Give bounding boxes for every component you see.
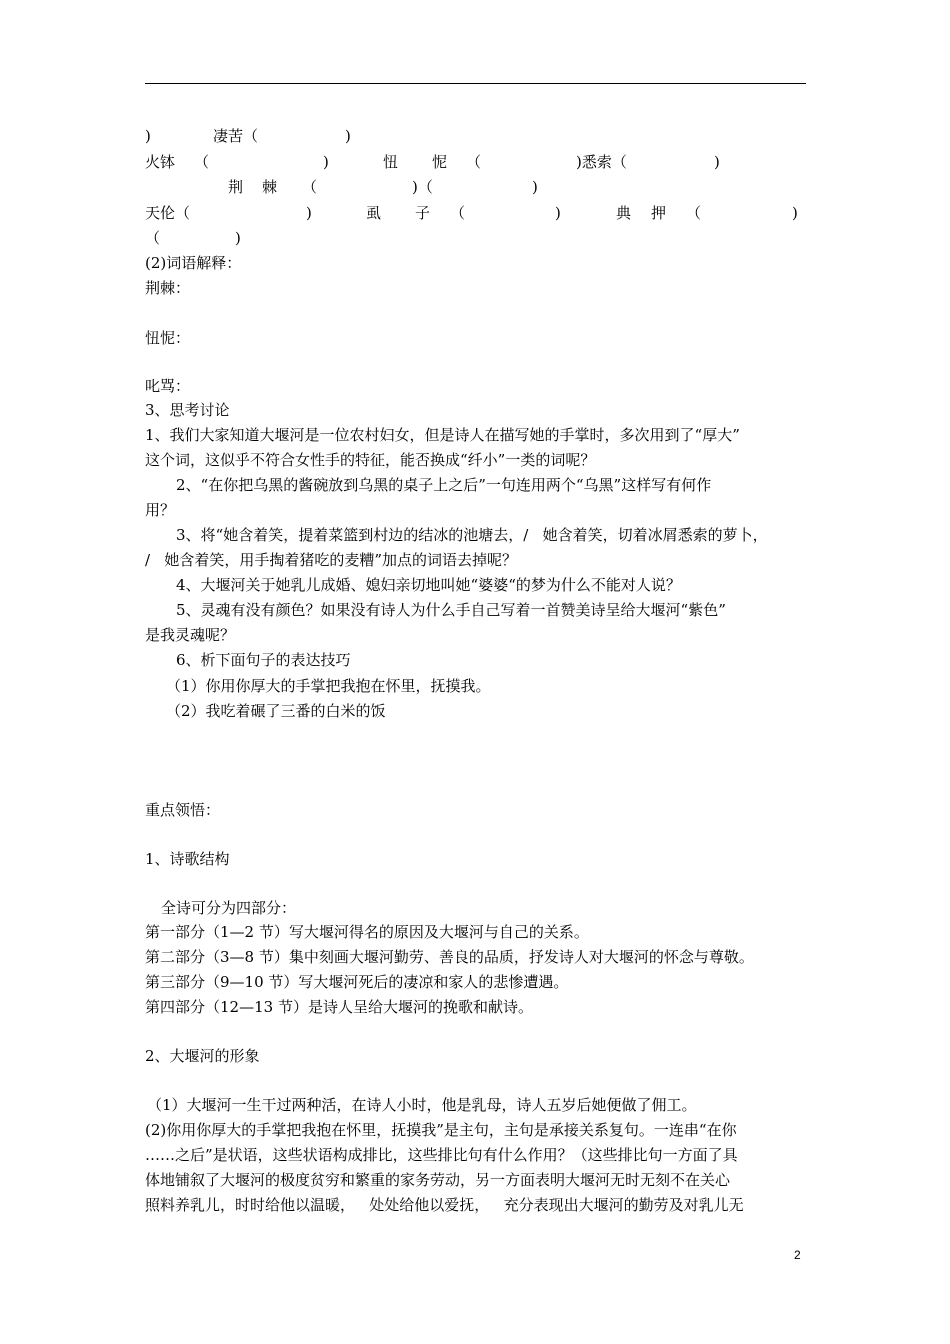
paragraph-line: 照料养乳儿，时时给他以温暖， 处处给他以爱抚， 充分表现出大堰河的勤劳及对乳儿无: [145, 1196, 744, 1214]
subsection-heading: 1、诗歌结构: [145, 850, 230, 868]
section-heading: (2)词语解释：: [145, 254, 242, 272]
question-5-cont: 是我灵魂呢？: [145, 626, 236, 644]
char-ji: 棘: [262, 178, 278, 196]
char-ya: 押: [651, 204, 667, 222]
question-6: 6、析下面句子的表达技巧: [176, 651, 351, 669]
paragraph-line: 第二部分（3—8 节）集中刻画大堰河勤劳、善良的品质，抒发诗人对大堰河的怀念与尊敬。: [145, 948, 754, 966]
bracket-open: （: [686, 204, 702, 222]
bracket-close: ): [345, 127, 351, 145]
bracket-close: ): [714, 153, 720, 171]
section-heading: 重点领悟：: [145, 801, 221, 819]
bracket-close: ): [532, 178, 538, 196]
char-zi: 子: [415, 204, 431, 222]
bracket-close: ): [555, 204, 561, 222]
bracket-open: （: [194, 153, 210, 171]
bracket-open: （: [302, 178, 318, 196]
char-shi: 虱: [366, 204, 382, 222]
question-3-cont: / 她含着笑，用手掏着猪吃的麦糟”加点的词语去掉呢？: [145, 551, 518, 569]
bracket-open: （: [466, 153, 482, 171]
paragraph-line: ……之后”是状语，这些状语构成排比，这些排比句有什么作用？（这些排比句一方面了具: [145, 1146, 738, 1164]
paragraph-line: 全诗可分为四部分：: [161, 899, 297, 917]
question-1-cont: 这个词，这似乎不符合女性手的特征，能否换成“纤小”一类的词呢？: [145, 451, 596, 469]
term-label: 忸怩：: [145, 329, 191, 347]
paragraph-line: 第一部分（1—2 节）写大堰河得名的原因及大堰河与自己的关系。: [145, 923, 589, 941]
paragraph-line: (2)你用你厚大的手掌把我抱在怀里，抚摸我”是主句，主句是承接关系复句。一连串“在你: [145, 1121, 737, 1139]
paragraph-line: 第四部分（12—13 节）是诗人呈给大堰河的挽歌和献诗。: [145, 998, 533, 1016]
subsection-heading: 2、大堰河的形象: [145, 1047, 260, 1065]
paragraph-line: 体地铺叙了大堰河的极度贫穷和繁重的家务劳动，另一方面表明大堰河无时无刻不在关心: [145, 1171, 731, 1189]
term-label: 荆棘：: [145, 279, 191, 297]
word-huobo: 火钵: [145, 153, 176, 171]
term-label: 叱骂：: [145, 377, 191, 395]
question-1: 1、我们大家知道大堰河是一位农村妇女，但是诗人在描写她的手掌时，多次用到了“厚大”: [145, 426, 740, 444]
question-4: 4、大堰河关于她乳儿成婚、媳妇亲切地叫她“婆婆“的梦为什么不能对人说？: [176, 576, 681, 594]
char-dian: 典: [616, 204, 632, 222]
question-2-cont: 用？: [145, 501, 176, 519]
bracket-close: ): [792, 204, 798, 222]
question-6-item-2: （2）我吃着碾了三番的白米的饭: [166, 702, 386, 720]
section-heading: 3、思考讨论: [145, 401, 230, 419]
word-xisuo: )悉索（: [576, 153, 627, 171]
bracket-close: ): [306, 204, 312, 222]
bracket-open: （: [145, 229, 161, 247]
bracket-close: ): [145, 127, 151, 145]
bracket-open: （: [450, 204, 466, 222]
bracket-close: ): [323, 153, 329, 171]
char-jing: 荆: [228, 178, 244, 196]
paragraph-line: 第三部分（9—10 节）写大堰河死后的凄凉和家人的悲惨遭遇。: [145, 973, 569, 991]
question-5: 5、灵魂有没有颜色？如果没有诗人为什么手自己写着一首赞美诗呈给大堰河“紫色”: [176, 601, 726, 619]
question-6-item-1: （1）你用你厚大的手掌把我抱在怀里，抚摸我。: [166, 677, 491, 695]
question-2: 2、“在你把乌黑的酱碗放到乌黑的桌子上之后”一句连用两个“乌黑”这样写有何作: [176, 476, 712, 494]
char-niu: 忸: [383, 153, 399, 171]
word-tianlun: 天伦（: [145, 204, 191, 222]
bracket-close: ): [235, 229, 241, 247]
header-rule: [145, 83, 806, 84]
bracket-pair: )（: [412, 178, 433, 196]
char-ni: 怩: [432, 153, 448, 171]
word-qiku: 凄苦（: [213, 127, 259, 145]
paragraph-line: （1）大堰河一生干过两种活，在诗人小时，他是乳母，诗人五岁后她便做了佣工。: [147, 1096, 697, 1114]
page-number: 2: [794, 1248, 801, 1262]
question-3: 3、将“她含着笑，提着菜篮到村边的结冰的池塘去，/ 她含着笑，切着冰屑悉索的萝卜，: [176, 526, 768, 544]
